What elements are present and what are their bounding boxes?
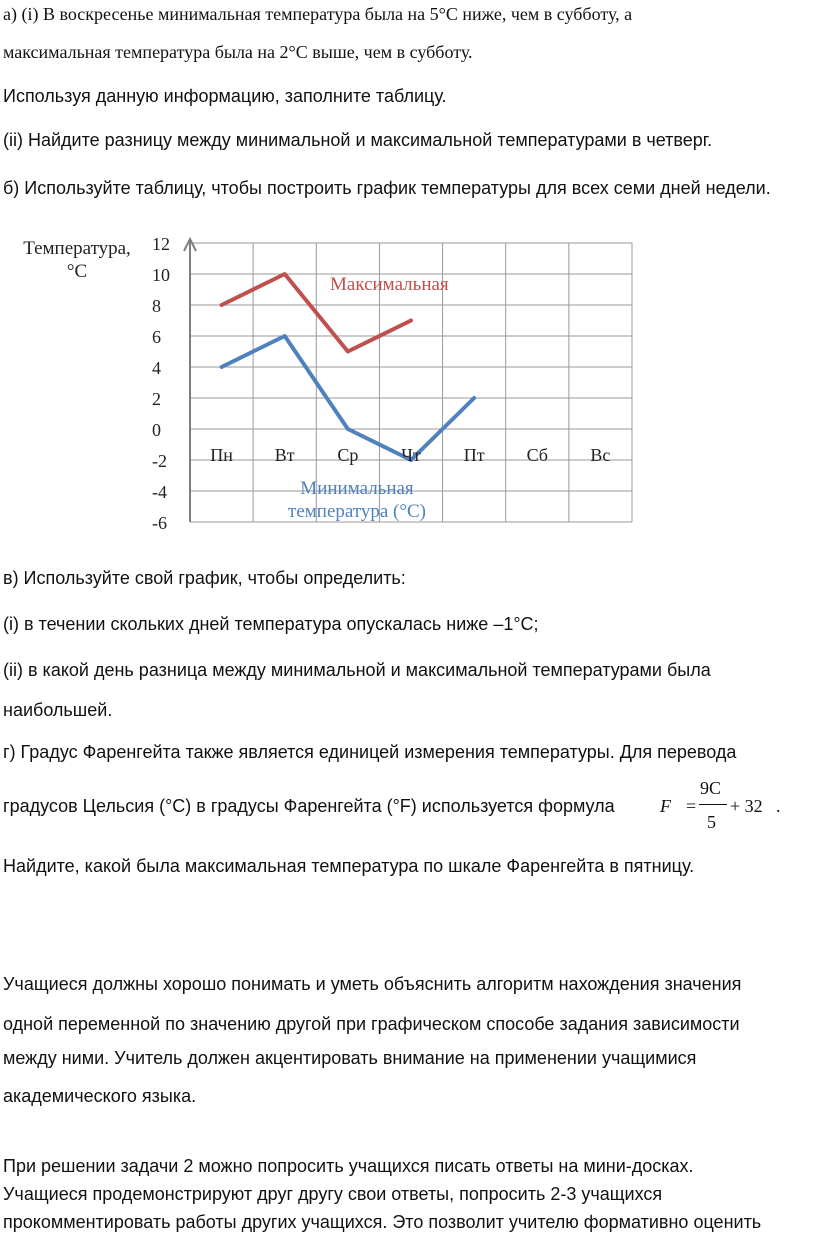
x-category-label: Пн xyxy=(210,445,233,465)
y-tick-label: -4 xyxy=(152,482,167,502)
x-category-label: Ср xyxy=(337,445,359,465)
teacher-note2-line-2: Учащиеся продемонстрируют друг другу свои ответы, попросить 2-3 учащихся xyxy=(3,1184,663,1204)
y-tick-label: 8 xyxy=(152,296,161,316)
y-axis-title-unit: °С xyxy=(66,261,88,282)
series-label-min-unit: температура (°С) xyxy=(288,501,426,522)
x-category-label: Вс xyxy=(590,445,611,465)
x-category-label: Пт xyxy=(463,445,485,465)
task-b: б) Используйте таблицу, чтобы построить график температуры для всех семи дней недели. xyxy=(3,178,771,198)
teacher-note-line-2: одной переменной по значению другой при графическом способе задания зависимости xyxy=(3,1014,740,1034)
formula-denominator: 5 xyxy=(707,812,716,832)
x-category-label: Сб xyxy=(526,445,548,465)
task-c-ii-line-1: (ii) в какой день разница между минимальной и максимальной температурами была xyxy=(3,660,711,680)
teacher-note-line-1: Учащиеся должны хорошо понимать и уметь объяснить алгоритм нахождения значения xyxy=(3,974,742,994)
task-c-i: (i) в течении скольких дней температура опускалась ниже –1°С; xyxy=(3,614,539,634)
teacher-note-line-4: академического языка. xyxy=(3,1086,197,1106)
formula-numerator: 9C xyxy=(700,778,722,798)
task-d-line-2: градусов Цельсия (°С) в градусы Фаренгейта (°F) используется формула xyxy=(3,796,615,816)
series-label-min: Минимальная xyxy=(300,478,414,499)
formula-equals: = xyxy=(686,796,697,816)
task-a-ii: (ii) Найдите разницу между минимальной и максимальной температурами в четверг. xyxy=(3,130,713,150)
task-c-ii-line-2: наибольшей. xyxy=(3,700,113,720)
teacher-note-line-3: между ними. Учитель должен акцентировать внимание на применении учащимися xyxy=(3,1048,697,1068)
task-d-question: Найдите, какой была максимальная температура по шкале Фаренгейта в пятницу. xyxy=(3,856,695,876)
task-a-line-1: а) (i) В воскресенье минимальная температура была на 5°С ниже, чем в субботу, а xyxy=(3,4,633,24)
teacher-note2-line-1: При решении задачи 2 можно попросить учащихся писать ответы на мини-досках. xyxy=(3,1156,694,1176)
series-label-max: Максимальная xyxy=(330,274,449,295)
y-axis-title: Температура, xyxy=(23,238,131,259)
formula-fraction-bar xyxy=(699,804,727,805)
y-tick-label: -2 xyxy=(152,451,167,471)
formula-period: . xyxy=(776,796,781,816)
y-tick-label: 12 xyxy=(152,234,170,254)
y-tick-label: 10 xyxy=(152,265,170,285)
temperature-chart xyxy=(0,220,816,540)
formula-plus-32: + 32 xyxy=(730,796,763,816)
task-a-instruction: Используя данную информацию, заполните таблицу. xyxy=(3,86,447,106)
task-a-line-2: максимальная температура была на 2°С выше, чем в субботу. xyxy=(3,42,473,62)
y-tick-label: 6 xyxy=(152,327,161,347)
y-tick-label: 4 xyxy=(152,358,161,378)
chart-axes xyxy=(184,239,196,522)
y-tick-label: 2 xyxy=(152,389,161,409)
formula-lhs: F xyxy=(660,796,671,816)
task-d-line-1: г) Градус Фаренгейта также является единицей измерения температуры. Для перевода xyxy=(3,742,737,762)
y-tick-label: 0 xyxy=(152,420,161,440)
task-c: в) Используйте свой график, чтобы определить: xyxy=(3,568,406,588)
x-category-label: Вт xyxy=(274,445,295,465)
y-tick-label: -6 xyxy=(152,513,167,533)
x-category-label: Чт xyxy=(401,445,421,465)
teacher-note2-line-3: прокомментировать работы других учащихся. Это позволит учителю формативно оценить xyxy=(3,1212,762,1232)
